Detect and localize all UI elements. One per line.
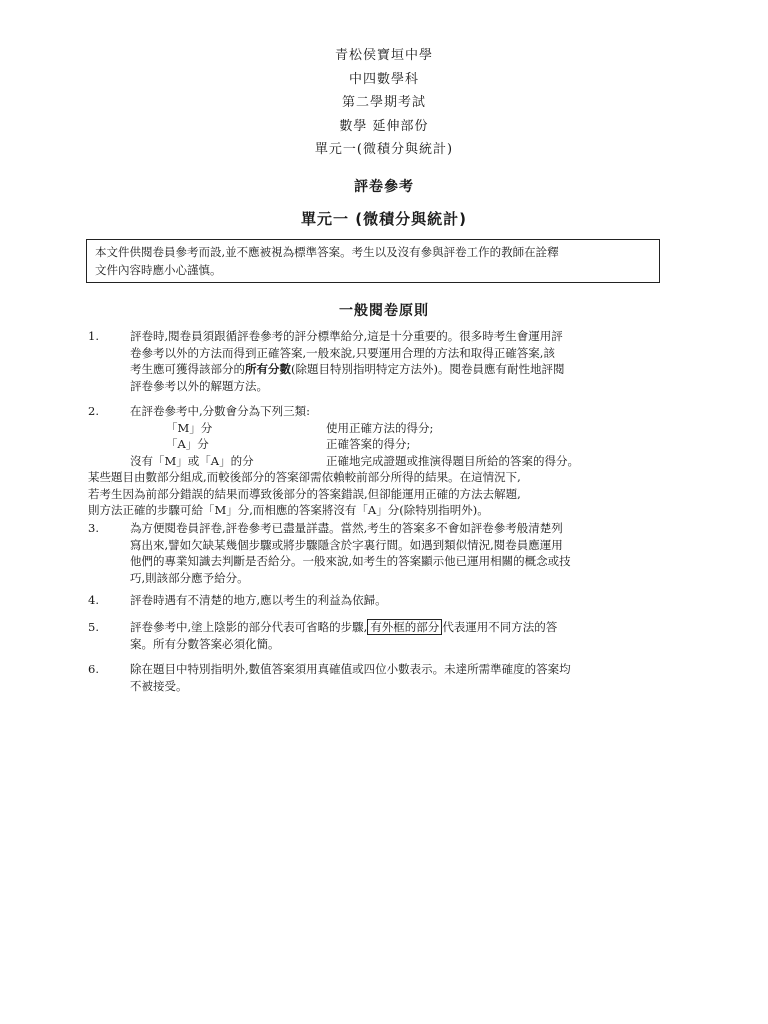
mark-category-other: [130, 453, 674, 470]
category-key: 沒有「M」或「A」的分: [130, 453, 254, 468]
text-line: 除在題目中特別指明外,數值答案須用真確值或四位小數表示。未達所需準確度的答案均: [130, 662, 571, 676]
item-text: [130, 592, 674, 609]
item-text: [130, 619, 674, 652]
text-span: 考生應可獲得該部分的: [130, 362, 245, 376]
paper-name: 數學 延伸部份: [339, 118, 429, 134]
text-line: 寫出來,譬如欠缺某幾個步驟或將步驟隱含於字裏行間。如遇到類似情況,閱卷員應運用: [130, 537, 563, 552]
text-line: 不被接受。: [130, 678, 188, 693]
module-name: 單元一(微積分與統計): [314, 142, 454, 157]
text-line: 為方便閱卷員評卷,評卷參考已盡量詳盡。當然,考生的答案多不會如評卷參考般清楚列: [130, 521, 563, 535]
disclaimer-line: 本文件供閱卷員參考而設,並不應被視為標準答案。考生以及沒有參與評卷工作的教師在詮釋: [95, 245, 559, 259]
document-header: [0, 44, 768, 162]
item-text: [130, 661, 674, 694]
item-number: 5.: [88, 620, 99, 634]
text-line: 卷參考以外的方法而得到正確答案,一般來說,只要運用合理的方法和取得正確答案,該: [130, 345, 555, 360]
item-text: [130, 520, 674, 586]
school-name: 青松侯寶垣中學: [334, 48, 433, 63]
text-line: 評卷時,閱卷員須跟循評卷參考的評分標準給分,這是十分重要的。很多時考生會運用評: [130, 329, 563, 343]
text-line: 評卷參考以外的解題方法。: [130, 378, 268, 393]
text-line: 案。所有分數答案必須化簡。: [130, 636, 280, 651]
marking-scheme-title: 評卷參考: [354, 179, 414, 195]
text-line: 巧,則該部分應予給分。: [130, 570, 249, 585]
text-line: 則方法正確的步驟可給「M」分,而相應的答案將沒有「A」分(除特別指明外)。: [88, 503, 489, 517]
text-span: (除題目特別指明特定方法外)。閱卷員應有耐性地評閱: [291, 362, 565, 376]
item-2-paragraph: [88, 469, 632, 519]
subject-name: 中四數學科: [348, 71, 419, 87]
text-line: [130, 361, 674, 378]
text-span: 評卷參考中,塗上陰影的部分代表可省略的步驟,: [130, 620, 368, 634]
text-line: 某些題目由數部分組成,而較後部分的答案卻需依賴較前部分所得的結果。在這情況下,: [88, 470, 521, 484]
mark-category-a: [130, 436, 674, 453]
item-number: 4.: [88, 593, 99, 607]
exam-name: 第二學期考試: [341, 95, 426, 110]
item-number: 3.: [88, 521, 99, 535]
item-text: [130, 328, 674, 394]
text-span: 代表運用不同方法的答: [442, 620, 558, 634]
bold-text: 所有分數: [245, 362, 291, 376]
text-line: 評卷時遇有不清楚的地方,應以考生的利益為依歸。: [130, 593, 387, 607]
category-desc: 正確地完成證題或推演得題目所給的答案的得分。: [326, 453, 579, 468]
category-desc: 使用正確方法的得分;: [326, 420, 434, 435]
category-key: 「M」分: [166, 420, 213, 435]
category-key: 「A」分: [166, 437, 209, 451]
text-line: 在評卷參考中,分數會分為下列三類:: [130, 404, 311, 418]
disclaimer-line: 文件內容時應小心謹慎。: [95, 263, 222, 277]
mark-category-m: [130, 420, 674, 437]
category-desc: 正確答案的得分;: [326, 437, 411, 451]
section-title: 一般閱卷原則: [339, 303, 429, 319]
item-number: 2.: [88, 404, 99, 418]
text-line: 若考生因為前部分錯誤的結果而導致後部分的答案錯誤,但卻能運用正確的方法去解題,: [88, 486, 521, 501]
text-line: [130, 619, 674, 636]
module-title: 單元一 (微積分與統計): [301, 210, 467, 228]
item-number: 6.: [88, 662, 99, 676]
item-number: 1.: [88, 329, 99, 343]
boxed-text: 有外框的部分: [367, 619, 442, 635]
text-line: 他們的專業知識去判斷是否給分。一般來說,如考生的答案顯示他已運用相關的概念或技: [130, 554, 571, 568]
item-text: [88, 403, 674, 519]
disclaimer-box: [86, 239, 660, 283]
